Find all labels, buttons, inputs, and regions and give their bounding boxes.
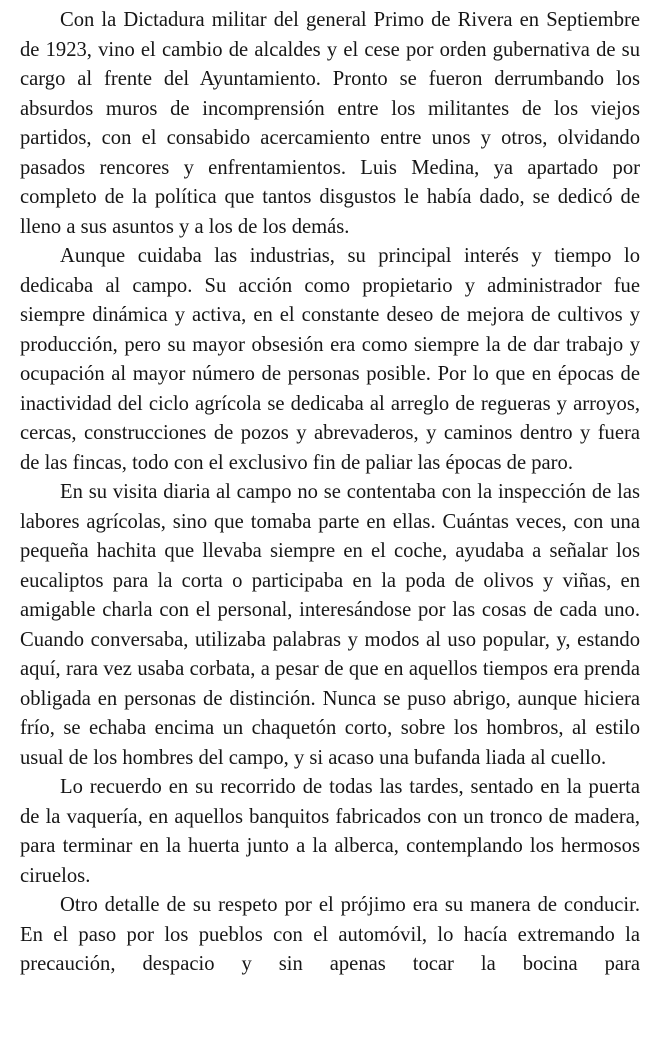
paragraph-visita-diaria: En su visita diaria al campo no se contentaba con la inspección de las labores agrícolas, sino que tomaba parte en ellas. Cuántas veces, con una pequeña hachita que llevaba siempre en el coche, ayudaba a señalar los eucaliptos para la corta o participaba en la poda de olivos y viñas, en amigable charla con el personal, interesándose por las cosas de cada uno. Cuando conversaba, utilizaba palabras y modos al uso popular, y, estando aquí, rara vez usaba corbata, a pesar de que en aquellos tiempos era prenda obligada en personas de distinción. Nunca se puso abrigo, aunque hiciera frío, se echaba encima un chaquetón corto, sobre los hombros, al estilo usual de los hombres del campo, y si acaso una bufanda liada al cuello. (20, 481, 640, 769)
paragraph-campo: Aunque cuidaba las industrias, su principal interés y tiempo lo dedicaba al campo. Su acción como propietario y administrador fue siempre dinámica y activa, en el constante deseo de mejora de cultivos y producción, pero su mayor obsesión era como siempre la de dar trabajo y ocupación al mayor número de personas posible. Por lo que en épocas de inactividad del ciclo agrícola se dedicaba al arreglo de regueras y arroyos, cercas, construcciones de pozos y abrevaderos, y caminos dentro y fuera de las fincas, todo con el exclusivo fin de paliar las épocas de paro. (20, 245, 640, 474)
paragraph-conducir: Otro detalle de su respeto por el prójimo era su manera de conducir. En el paso por los pueblos con el automóvil, lo hacía extremando la precaución, despacio y sin apenas tocar la bocina para (20, 894, 640, 975)
paragraph-recorrido: Lo recuerdo en su recorrido de todas las tardes, sentado en la puerta de la vaquería, en aquellos banquitos fabricados con un tronco de madera, para terminar en la huerta junto a la alberca, contemplando los hermosos ciruelos. (20, 776, 640, 887)
paragraph-dictadura: Con la Dictadura militar del general Primo de Rivera en Septiembre de 1923, vino el cambio de alcaldes y el cese por orden gubernativa de su cargo al frente del Ayuntamiento. Pronto se fueron derrumbando los absurdos muros de incomprensión entre los militantes de los viejos partidos, con el consabido acercamiento entre unos y otros, olvidando pasados rencores y enfrentamientos. Luis Medina, ya apartado por completo de la política que tantos disgustos le había dado, se dedicó de lleno a sus asuntos y a los de los demás. (20, 9, 640, 238)
